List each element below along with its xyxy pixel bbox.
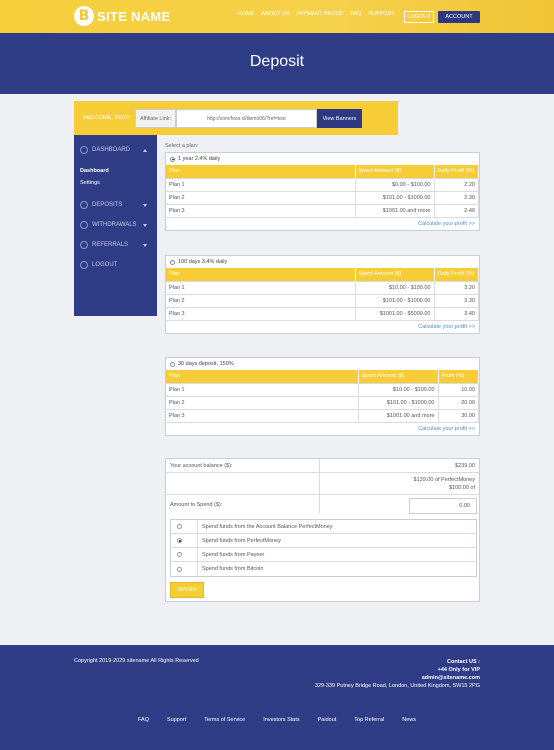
sidebar-item-dashboard[interactable]: [80, 146, 130, 154]
amount-input[interactable]: 0.00: [409, 498, 477, 514]
spend-form: [165, 458, 480, 602]
table-cell: Plan 3: [166, 409, 358, 422]
table-cell: 30.00: [438, 409, 479, 422]
column-header: Daily Profit (%): [434, 165, 479, 178]
balance-detail-perfectmoney: $139.00 of PerfectMoney: [413, 477, 475, 483]
chevron-down-icon: [143, 204, 147, 207]
table-row: [166, 294, 479, 307]
spend-button[interactable]: SPEND: [170, 582, 204, 598]
funding-option-label: Spend funds from PerfectMoney: [202, 537, 281, 544]
divider: [197, 548, 198, 562]
plan-title-row[interactable]: [166, 153, 479, 165]
table-cell: 10.00: [438, 383, 479, 396]
column-header: Plan: [166, 268, 355, 281]
plan-table: [166, 268, 479, 320]
table-cell: 2.40: [434, 204, 479, 217]
contact-address: 329-339 Putney Bridge Road, London, United Kingdom, SW15 2PG: [314, 683, 480, 689]
table-cell: $1001.00 and more: [358, 409, 438, 422]
table-cell: Plan 1: [166, 383, 358, 396]
footer-link-paidout[interactable]: Paidout: [317, 717, 337, 723]
plan-card-1: [165, 152, 480, 231]
table-cell: 3.30: [434, 294, 479, 307]
table-cell: $10.00 - $100.00: [358, 383, 438, 396]
funding-radio[interactable]: [177, 552, 182, 557]
plan-radio[interactable]: [170, 157, 175, 162]
sidebar-item-referrals[interactable]: [80, 241, 128, 249]
table-cell: Plan 3: [166, 204, 355, 217]
table-cell: $10.00 - $100.00: [355, 281, 434, 294]
table-row: [166, 396, 479, 409]
funding-option[interactable]: [171, 534, 476, 548]
referrals-icon: [80, 241, 88, 249]
page-title: Deposit: [249, 53, 305, 70]
nav-payment-proof[interactable]: PAYMENT PROOF: [296, 11, 344, 17]
funding-radio[interactable]: [177, 567, 182, 572]
footer-link-terms[interactable]: Terms of Service: [204, 717, 246, 723]
plan-radio[interactable]: [170, 260, 175, 265]
chevron-down-icon: [143, 244, 147, 247]
plan-title-row[interactable]: [166, 256, 479, 268]
balance-detail-other: $100.00 of: [449, 485, 475, 491]
amount-label: Amount to Spend ($):: [170, 502, 223, 508]
plan-radio[interactable]: [170, 362, 175, 367]
deposits-icon: [80, 201, 88, 209]
sidebar-item-deposits[interactable]: [80, 201, 122, 209]
column-header: Spent Amount ($): [355, 268, 434, 281]
sidebar-item-logout[interactable]: [80, 261, 117, 269]
bitcoin-logo-icon: B: [74, 6, 94, 26]
table-cell: Plan 3: [166, 307, 355, 320]
power-icon: [80, 261, 88, 269]
table-cell: 20.00: [438, 396, 479, 409]
funding-option-label: Spend funds from the Account Balance PerfectMoney: [202, 523, 333, 530]
balance-value: $239.00: [455, 463, 475, 469]
funding-radio[interactable]: [177, 524, 182, 529]
footer-link-investors-stats[interactable]: Investors Stats: [263, 717, 300, 723]
column-header: Plan: [166, 370, 358, 383]
plan-title: 100 days 3.4% daily: [178, 259, 228, 265]
affiliate-label: Affiliate Link:: [135, 109, 176, 128]
sidebar-sub-settings[interactable]: Settings: [80, 180, 100, 186]
table-cell: 2.20: [434, 178, 479, 191]
funding-option-label: Spend funds from Payeer: [202, 551, 265, 558]
balance-row: [166, 459, 479, 473]
site-name: SITE NAME: [97, 8, 171, 24]
calculate-profit-link[interactable]: Calculate your profit >>: [166, 217, 479, 230]
table-row: [166, 178, 479, 191]
welcome-text: WELCOME, TEST!: [83, 115, 130, 121]
table-cell: Plan 2: [166, 294, 355, 307]
plan-table: [166, 165, 479, 217]
footer-links: [0, 717, 554, 723]
plan-title-row[interactable]: [166, 358, 479, 370]
plan-title: 1 year 2.4% daily: [178, 156, 221, 162]
funding-option-label: Spend funds from Bitcoin: [202, 566, 264, 572]
table-row: [166, 409, 479, 422]
calculate-profit-link[interactable]: Calculate your profit >>: [166, 422, 479, 435]
page-banner: [0, 33, 554, 94]
plan-card-2: [165, 255, 480, 334]
select-plan-label: Select a plan:: [165, 143, 199, 149]
header-logout-button[interactable]: LOGOUT: [404, 11, 434, 23]
site-logo[interactable]: [74, 6, 170, 26]
table-row: [166, 191, 479, 204]
table-cell: Plan 1: [166, 178, 355, 191]
table-cell: 3.20: [434, 281, 479, 294]
header-account-button[interactable]: ACCOUNT: [438, 11, 480, 23]
table-cell: $101.00 - $1000.00: [355, 191, 434, 204]
chevron-up-icon: [143, 149, 147, 152]
nav-home[interactable]: HOME: [238, 11, 255, 17]
footer-link-faq[interactable]: FAQ: [137, 717, 149, 723]
table-cell: 2.30: [434, 191, 479, 204]
funding-radio[interactable]: [177, 538, 182, 543]
sidebar-item-label: DEPOSITS: [92, 202, 123, 208]
site-header: [0, 0, 554, 33]
column-header: Spent Amount ($): [358, 370, 438, 383]
view-banners-button[interactable]: View Banners: [317, 109, 362, 128]
column-header: Profit (%): [438, 370, 479, 383]
dashboard-icon: [80, 146, 88, 154]
withdrawals-icon: [80, 221, 88, 229]
affiliate-link-field[interactable]: http://com/hour.cl/demo06/?ref=test: [176, 109, 317, 128]
nav-support[interactable]: SUPPORT: [368, 11, 395, 17]
site-footer: [0, 645, 554, 750]
sidebar-item-label: DASHBOARD: [92, 147, 131, 153]
plan-card-3: [165, 357, 480, 436]
sidebar-item-withdrawals[interactable]: [80, 221, 137, 229]
plan-title: 30 days deposit. 150%: [178, 361, 234, 367]
balance-detail-row: [166, 473, 479, 495]
table-cell: Plan 2: [166, 396, 358, 409]
sidebar-item-label: LOGOUT: [92, 262, 118, 268]
table-cell: $0.00 - $100.00: [355, 178, 434, 191]
footer-link-support[interactable]: Support: [167, 717, 187, 723]
table-cell: $101.00 - $1000.00: [355, 294, 434, 307]
main-nav: [238, 11, 402, 17]
contact-phone: +44 Only for VIP: [437, 667, 480, 673]
sidebar-item-label: WITHDRAWALS: [92, 222, 137, 228]
balance-label: Your account balance ($):: [170, 463, 233, 469]
footer-link-top-referral[interactable]: Top Referral: [354, 717, 385, 723]
sidebar-item-label: REFERRALS: [92, 242, 129, 248]
copyright-text: Copyright 2019-2029 sitename All Rights Reserved: [74, 658, 199, 664]
funding-option[interactable]: [171, 548, 476, 562]
divider: [197, 520, 198, 534]
funding-option[interactable]: [171, 562, 476, 576]
table-cell: Plan 1: [166, 281, 355, 294]
table-cell: 3.40: [434, 307, 479, 320]
sidebar: [74, 135, 157, 316]
table-row: [166, 281, 479, 294]
table-cell: $1001.00 - $5000.00: [355, 307, 434, 320]
table-row: [166, 204, 479, 217]
table-cell: $101.00 - $1000.00: [358, 396, 438, 409]
divider: [197, 562, 198, 576]
welcome-bar: [74, 101, 398, 135]
divider: [197, 534, 198, 548]
plan-table: [166, 370, 479, 422]
table-row: [166, 383, 479, 396]
footer-link-news[interactable]: News: [402, 717, 417, 723]
contact-title: Contact US :: [447, 659, 480, 665]
contact-email[interactable]: admin@sitename.com: [421, 675, 480, 681]
table-row: [166, 307, 479, 320]
funding-option[interactable]: [171, 520, 476, 534]
column-header: Spent Amount ($): [355, 165, 434, 178]
nav-about-us[interactable]: ABOUT US: [261, 11, 290, 17]
calculate-profit-link[interactable]: Calculate your profit >>: [166, 320, 479, 333]
column-header: Plan: [166, 165, 355, 178]
chevron-down-icon: [143, 224, 147, 227]
table-cell: $1001.00 and more: [355, 204, 434, 217]
contact-block: [315, 658, 480, 690]
sidebar-sub-dashboard[interactable]: Dashboard: [80, 168, 109, 174]
nav-faq[interactable]: FAQ: [350, 11, 362, 17]
table-cell: Plan 2: [166, 191, 355, 204]
column-header: Daily Profit (%): [434, 268, 479, 281]
funding-source-list: [170, 519, 477, 577]
